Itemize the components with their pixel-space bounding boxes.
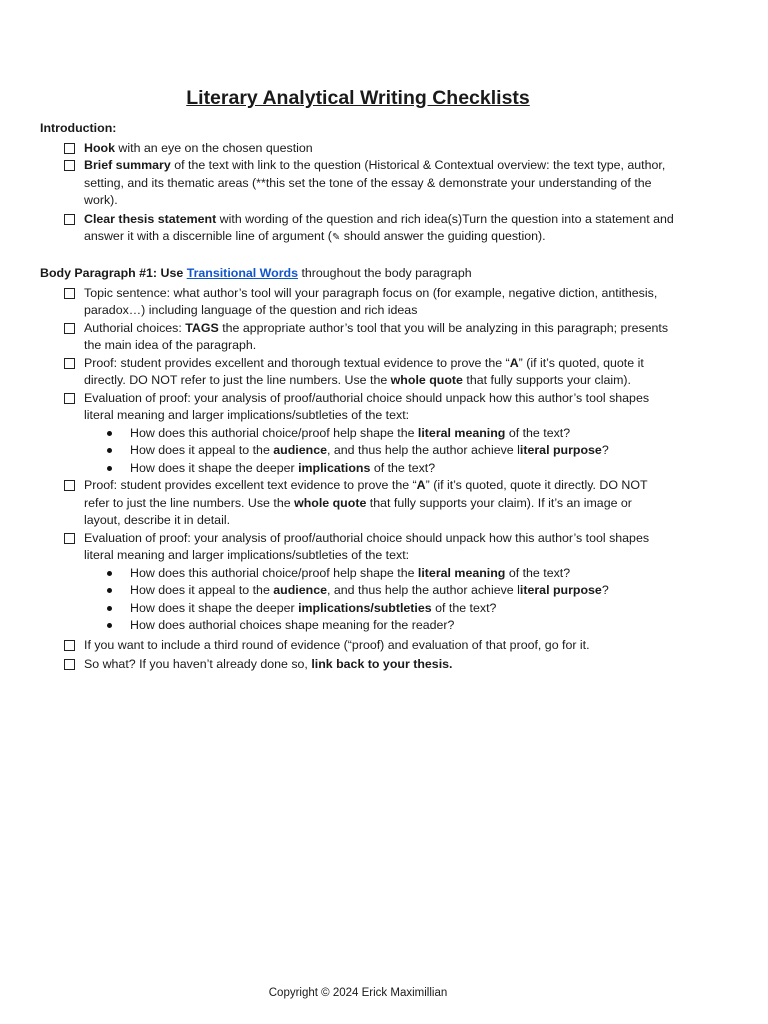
checkbox[interactable] <box>64 288 75 299</box>
checkbox[interactable] <box>64 393 75 404</box>
checkbox[interactable] <box>64 143 75 154</box>
list-item: How does this authorial choice/proof help shape the literal meaning of the text? <box>40 565 690 583</box>
checklist-item-authorial-choices: Authorial choices: TAGS the appropriate author’s tool that you will be analyzing in this paragraph; presents the main idea of the paragraph. <box>40 320 690 355</box>
bullet-icon <box>107 448 112 453</box>
checkbox[interactable] <box>64 358 75 369</box>
checklist-item-proof-1: Proof: student provides excellent and thorough textual evidence to prove the “A” (if it’s quoted, quote it directly. DO NOT refer to just the line numbers. Use the whole quote that fully supports your claim). <box>40 355 690 390</box>
bullet-icon <box>107 606 112 611</box>
page-title: Literary Analytical Writing Checklists <box>186 87 530 109</box>
checkbox[interactable] <box>64 214 75 225</box>
checklist-item-hook: Hook with an eye on the chosen question <box>40 140 690 158</box>
checkbox[interactable] <box>64 160 75 171</box>
list-item: How does authorial choices shape meaning for the reader? <box>40 617 690 635</box>
body-paragraph-section <box>40 265 690 674</box>
list-item: How does it shape the deeper implications of the text? <box>40 460 690 478</box>
list-item: How does this authorial choice/proof help shape the literal meaning of the text? <box>40 425 690 443</box>
bullet-icon <box>107 431 112 436</box>
checkbox[interactable] <box>64 480 75 491</box>
bullet-icon <box>107 588 112 593</box>
checkbox[interactable] <box>64 659 75 670</box>
introduction-section <box>40 120 690 247</box>
checkbox[interactable] <box>64 533 75 544</box>
list-item: How does it appeal to the audience, and thus help the author achieve literal purpose? <box>40 442 690 460</box>
list-item: How does it appeal to the audience, and thus help the author achieve literal purpose? <box>40 582 690 600</box>
bullet-icon <box>107 466 112 471</box>
checklist-item-thesis: Clear thesis statement with wording of the question and rich idea(s)Turn the question into a statement and answer it with a discernible line of argument (✎ should answer the guiding question). <box>40 211 690 247</box>
checklist-item-brief-summary: Brief summary of the text with link to the question (Historical & Contextual overview: the text type, author, setting, and its thematic areas (**this set the tone of the essay & demonstrate your understanding of the work). <box>40 157 690 210</box>
checklist-item-third-round: If you want to include a third round of evidence (“proof) and evaluation of that proof, go for it. <box>40 637 690 655</box>
introduction-heading: Introduction: <box>40 121 117 135</box>
checklist-item-evaluation-1: Evaluation of proof: your analysis of proof/authorial choice should unpack how this author’s tool shapes literal meaning and larger implications/subtleties of the text: <box>40 390 690 425</box>
transitional-words-link[interactable]: Transitional Words <box>186 266 298 280</box>
checklist-item-so-what: So what? If you haven’t already done so, link back to your thesis. <box>40 656 690 674</box>
checkbox[interactable] <box>64 640 75 651</box>
bullet-icon <box>107 571 112 576</box>
evaluation-1-questions <box>40 425 690 478</box>
body-paragraph-heading: Body Paragraph #1: Use Transitional Words throughout the body paragraph <box>40 266 472 280</box>
checklist-item-topic-sentence: Topic sentence: what author’s tool will your paragraph focus on (for example, negative diction, antithesis, paradox…) including language of the question and rich ideas <box>40 285 690 320</box>
bullet-icon <box>107 623 112 628</box>
list-item: How does it shape the deeper implications/subtleties of the text? <box>40 600 690 618</box>
evaluation-2-questions <box>40 565 690 635</box>
copyright-footer: Copyright © 2024 Erick Maximillian <box>268 987 448 999</box>
checklist-item-evaluation-2: Evaluation of proof: your analysis of proof/authorial choice should unpack how this author’s tool shapes literal meaning and larger implications/subtleties of the text: <box>40 530 690 565</box>
pencil-note-icon: ✎ <box>331 232 341 243</box>
checkbox[interactable] <box>64 323 75 334</box>
checklist-item-proof-2: Proof: student provides excellent text evidence to prove the “A” (if it’s quoted, quote it directly. DO NOT refer to just the line numbers. Use the whole quote that fully supports your claim). If it’s an image or layout, describe it in detail. <box>40 477 690 530</box>
